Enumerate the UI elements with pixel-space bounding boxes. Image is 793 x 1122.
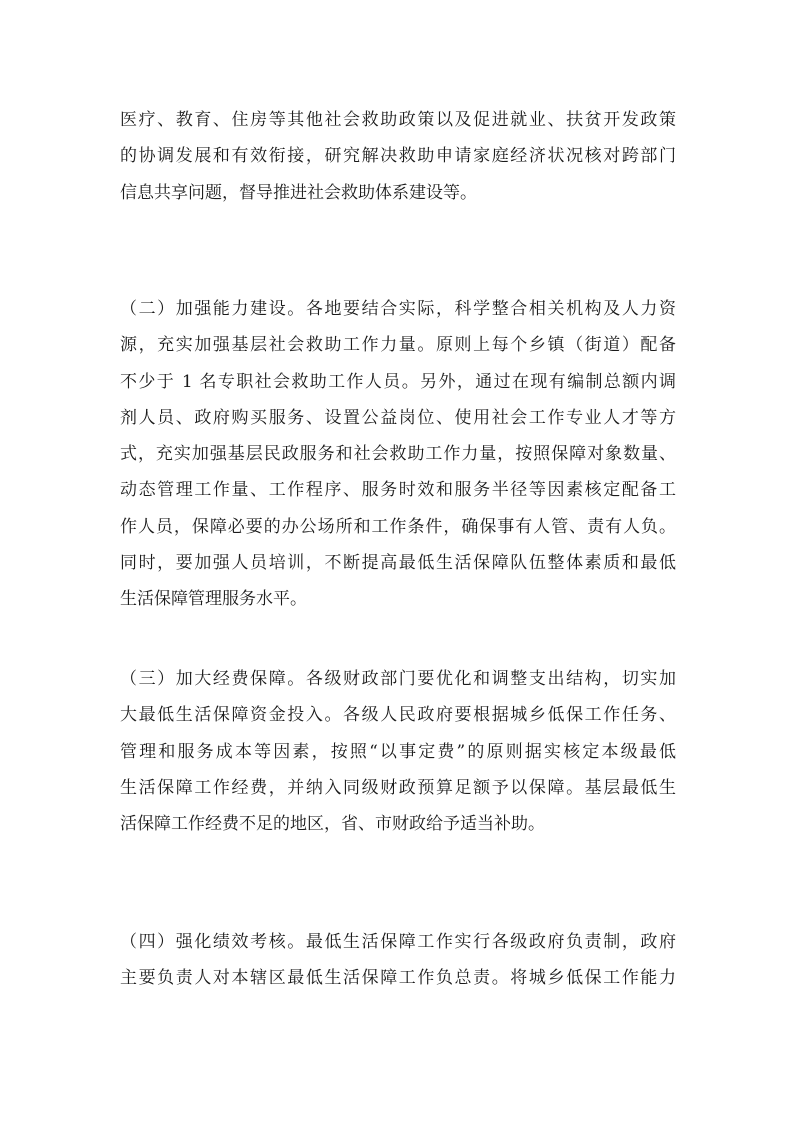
text-line: 剂人员、政府购买服务、设置公益岗位、使用社会工作专业人才等方 (120, 407, 676, 428)
text-line: 同时，要加强人员培训，不断提高最低生活保障队伍整体素质和最低 (120, 553, 676, 574)
text-line: 不少于 1 名专职社会救助工作人员。另外，通过在现有编制总额内调 (120, 371, 676, 392)
text-line: 医疗、教育、住房等其他社会救助政策以及促进就业、扶贫开发政策 (120, 110, 676, 130)
text-line: 主要负责人对本辖区最低生活保障工作负总责。将城乡低保工作能力 (120, 968, 676, 989)
text-line: （四）强化绩效考核。最低生活保障工作实行各级政府负责制，政府 (120, 932, 676, 952)
text-line: 活保障工作经费不足的地区，省、市财政给予适当补助。 (120, 814, 545, 835)
text-line: 的协调发展和有效衔接，研究解决救助申请家庭经济状况核对跨部门 (120, 146, 676, 167)
text-line: 管理和服务成本等因素，按照“以事定费”的原则据实核定本级最低 (120, 741, 676, 762)
paragraph-funding-guarantee (120, 661, 676, 842)
text-line: （三）加大经费保障。各级财政部门要优化和调整支出结构，切实加 (120, 669, 676, 689)
text-line: （二）加强能力建设。各地要结合实际，科学整合相关机构及人力资 (120, 299, 676, 319)
paragraph-coordination (120, 102, 676, 211)
paragraph-performance-assessment (120, 924, 676, 997)
text-line: 源，充实加强基层社会救助工作力量。原则上每个乡镇（街道）配备 (120, 335, 676, 356)
text-line: 生活保障工作经费，并纳入同级财政预算足额予以保障。基层最低生 (120, 777, 676, 798)
text-line: 式，充实加强基层民政服务和社会救助工作力量，按照保障对象数量、 (120, 444, 676, 465)
text-line: 生活保障管理服务水平。 (120, 589, 307, 610)
text-line: 大最低生活保障资金投入。各级人民政府要根据城乡低保工作任务、 (120, 705, 676, 726)
text-line: 信息共享问题，督导推进社会救助体系建设等。 (120, 182, 477, 203)
text-line: 动态管理工作量、工作程序、服务时效和服务半径等因素核定配备工 (120, 480, 676, 501)
paragraph-capacity-building (120, 291, 676, 618)
text-line: 作人员，保障必要的办公场所和工作条件，确保事有人管、责有人负。 (120, 516, 676, 537)
